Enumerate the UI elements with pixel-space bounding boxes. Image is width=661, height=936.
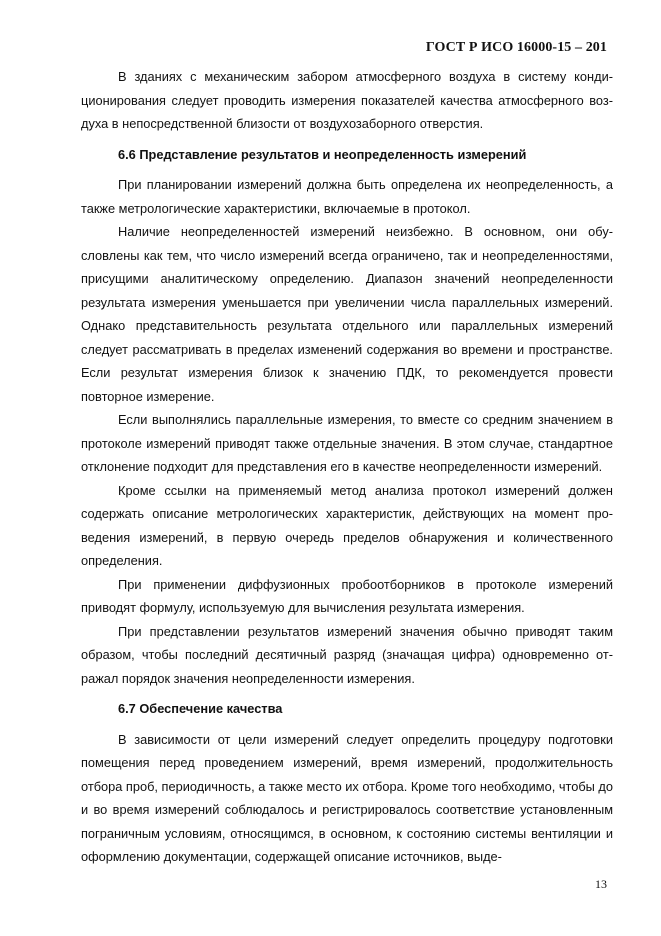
paragraph-diffusion-samplers: При применении диффузионных пробоотборников в протоколе измерений приводят формулу, используемую для вычисления результата измерения.	[81, 576, 613, 615]
page-body	[81, 65, 613, 869]
paragraph-quality-assurance: В зависимости от цели измерений следует определить процедуру подготовки помещения перед проведением измерений, время измерений, продолжительность отбора проб, периодичность, а также место их отбора. Кроме того необходимо, чтобы до и во время измерений соблюдалось и регистрировалось соответствие установленным пограничным условиям, относящимся, в основном, к состоянию системы вентиляции и оформлению документации, содержащей описание источников, выде-	[81, 731, 613, 864]
paragraph-protocol-content: Кроме ссылки на применяемый метод анализа протокол измерений должен содержать описание метрологических характеристик, действующих на момент проведения измерений, в первую очередь пределов обнаружения и количественного определения.	[81, 482, 613, 568]
document-code-header: ГОСТ Р ИСО 16000-15 – 201	[425, 40, 607, 55]
paragraph-planning-uncertainty: При планировании измерений должна быть определена их неопределенность, а также метрологические характеристики, включаемые в протокол.	[81, 177, 613, 216]
paragraph-air-intake: В зданиях с механическим забором атмосферного воздуха в систему кондиционирования следует проводить измерения показателей качества атмосферного воздуха в непосредственной близости от воздухозаборного отверстия.	[81, 69, 613, 131]
paragraph-parallel-measurements: Если выполнялись параллельные измерения, то вместе со средним значением в протоколе измерений приводят также отдельные значения. В этом случае, стандартное отклонение подходит для представления его в качестве неопределенности измерений.	[81, 412, 613, 474]
paragraph-uncertainty-causes: Наличие неопределенностей измерений неизбежно. В основном, они обусловлены как тем, что число измерений всегда ограничено, так и неопределенностями, присущими аналитическому определению. Диапазон значений неопределенности результата измерения уменьшается при увеличении числа параллельных измерений. Однако представительность результата отдельного или параллельных измерений следует рассматривать в пределах изменений содержания во времени и пространстве. Если результат измерения близок к значению ПДК, то рекомендуется провести повторное измерение.	[81, 224, 613, 404]
paragraph-result-rounding: При представлении результатов измерений значения обычно приводят таким образом, чтобы последний десятичный разряд (значащая цифра) одновременно отражал порядок значения неопределенности измерения.	[81, 623, 613, 686]
section-heading-6-7: 6.7 Обеспечение качества	[118, 701, 283, 716]
section-heading-6-6: 6.6 Представление результатов и неопределенность измерений	[118, 146, 527, 162]
page-number: 13	[595, 877, 607, 891]
